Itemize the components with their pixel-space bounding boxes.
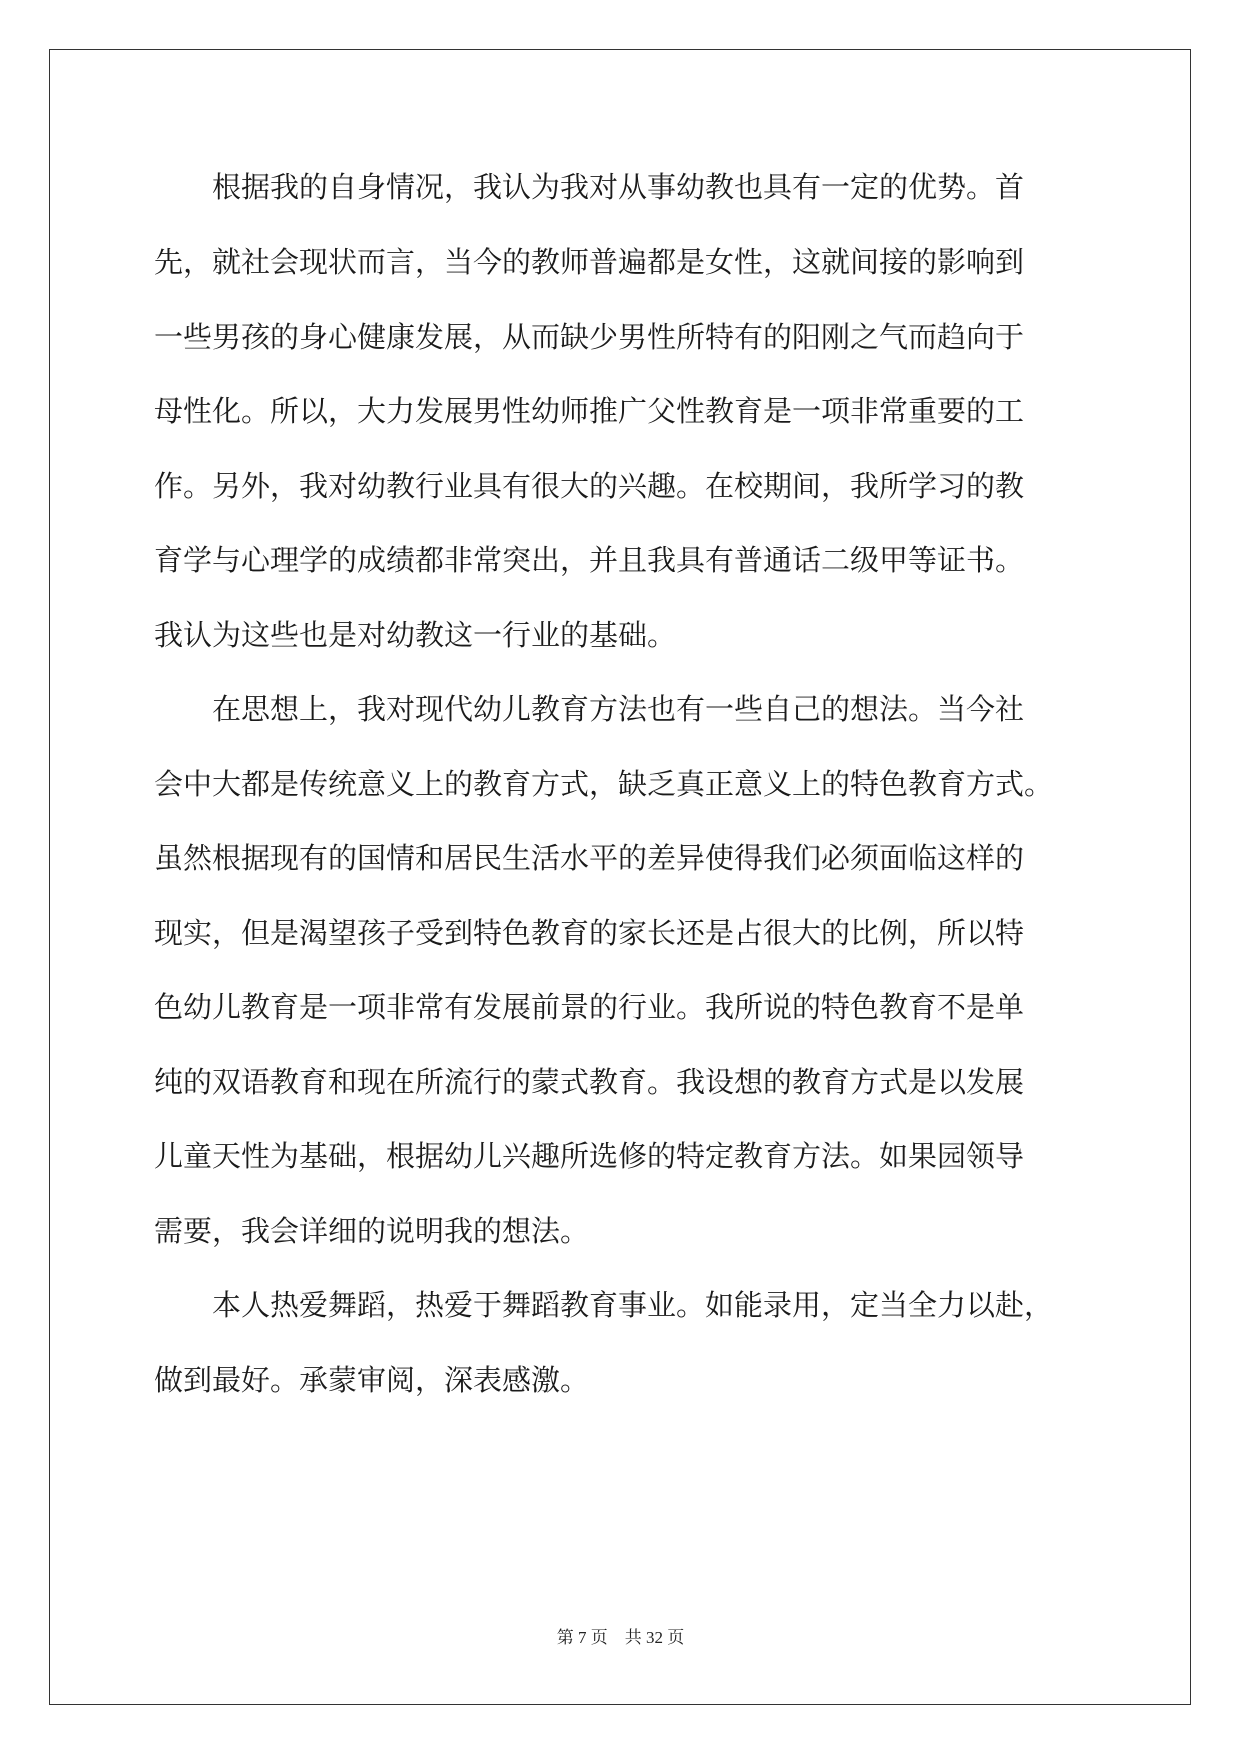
paragraph-2-line-6: 纯的双语教育和现在所流行的蒙式教育。我设想的教育方式是以发展 bbox=[154, 1065, 1025, 1099]
paragraph-1-line-3: 一些男孩的身心健康发展，从而缺少男性所特有的阳刚之气而趋向于 bbox=[154, 320, 1025, 354]
paragraph-3-line-1: 本人热爱舞蹈，热爱于舞蹈教育事业。如能录用，定当全力以赴， bbox=[212, 1288, 1054, 1322]
paragraph-2-line-5: 色幼儿教育是一项非常有发展前景的行业。我所说的特色教育不是单 bbox=[154, 990, 1025, 1024]
paragraph-2-line-2: 会中大都是传统意义上的教育方式，缺乏真正意义上的特色教育方式。 bbox=[154, 767, 1054, 801]
paragraph-1-line-1: 根据我的自身情况，我认为我对从事幼教也具有一定的优势。首 bbox=[212, 170, 1025, 204]
paragraph-1-line-5: 作。另外，我对幼教行业具有很大的兴趣。在校期间，我所学习的教 bbox=[154, 469, 1025, 503]
paragraph-1-line-4: 母性化。所以，大力发展男性幼师推广父性教育是一项非常重要的工 bbox=[154, 394, 1025, 428]
paragraph-1-line-2: 先，就社会现状而言，当今的教师普遍都是女性，这就间接的影响到 bbox=[154, 245, 1025, 279]
paragraph-2-line-4: 现实，但是渴望孩子受到特色教育的家长还是占很大的比例，所以特 bbox=[154, 916, 1025, 950]
page-number-footer: 第 7 页 共 32 页 bbox=[556, 1628, 685, 1647]
paragraph-2-line-3: 虽然根据现有的国情和居民生活水平的差异使得我们必须面临这样的 bbox=[154, 841, 1025, 875]
paragraph-3-line-2: 做到最好。承蒙审阅，深表感激。 bbox=[154, 1363, 590, 1397]
paragraph-2-line-1: 在思想上，我对现代幼儿教育方法也有一些自己的想法。当今社 bbox=[212, 692, 1025, 726]
paragraph-2-line-8: 需要，我会详细的说明我的想法。 bbox=[154, 1214, 590, 1248]
paragraph-2-line-7: 儿童天性为基础，根据幼儿兴趣所选修的特定教育方法。如果园领导 bbox=[154, 1139, 1025, 1173]
paragraph-1-line-6: 育学与心理学的成绩都非常突出，并且我具有普通话二级甲等证书。 bbox=[154, 543, 1025, 577]
paragraph-1-line-7: 我认为这些也是对幼教这一行业的基础。 bbox=[154, 618, 677, 652]
